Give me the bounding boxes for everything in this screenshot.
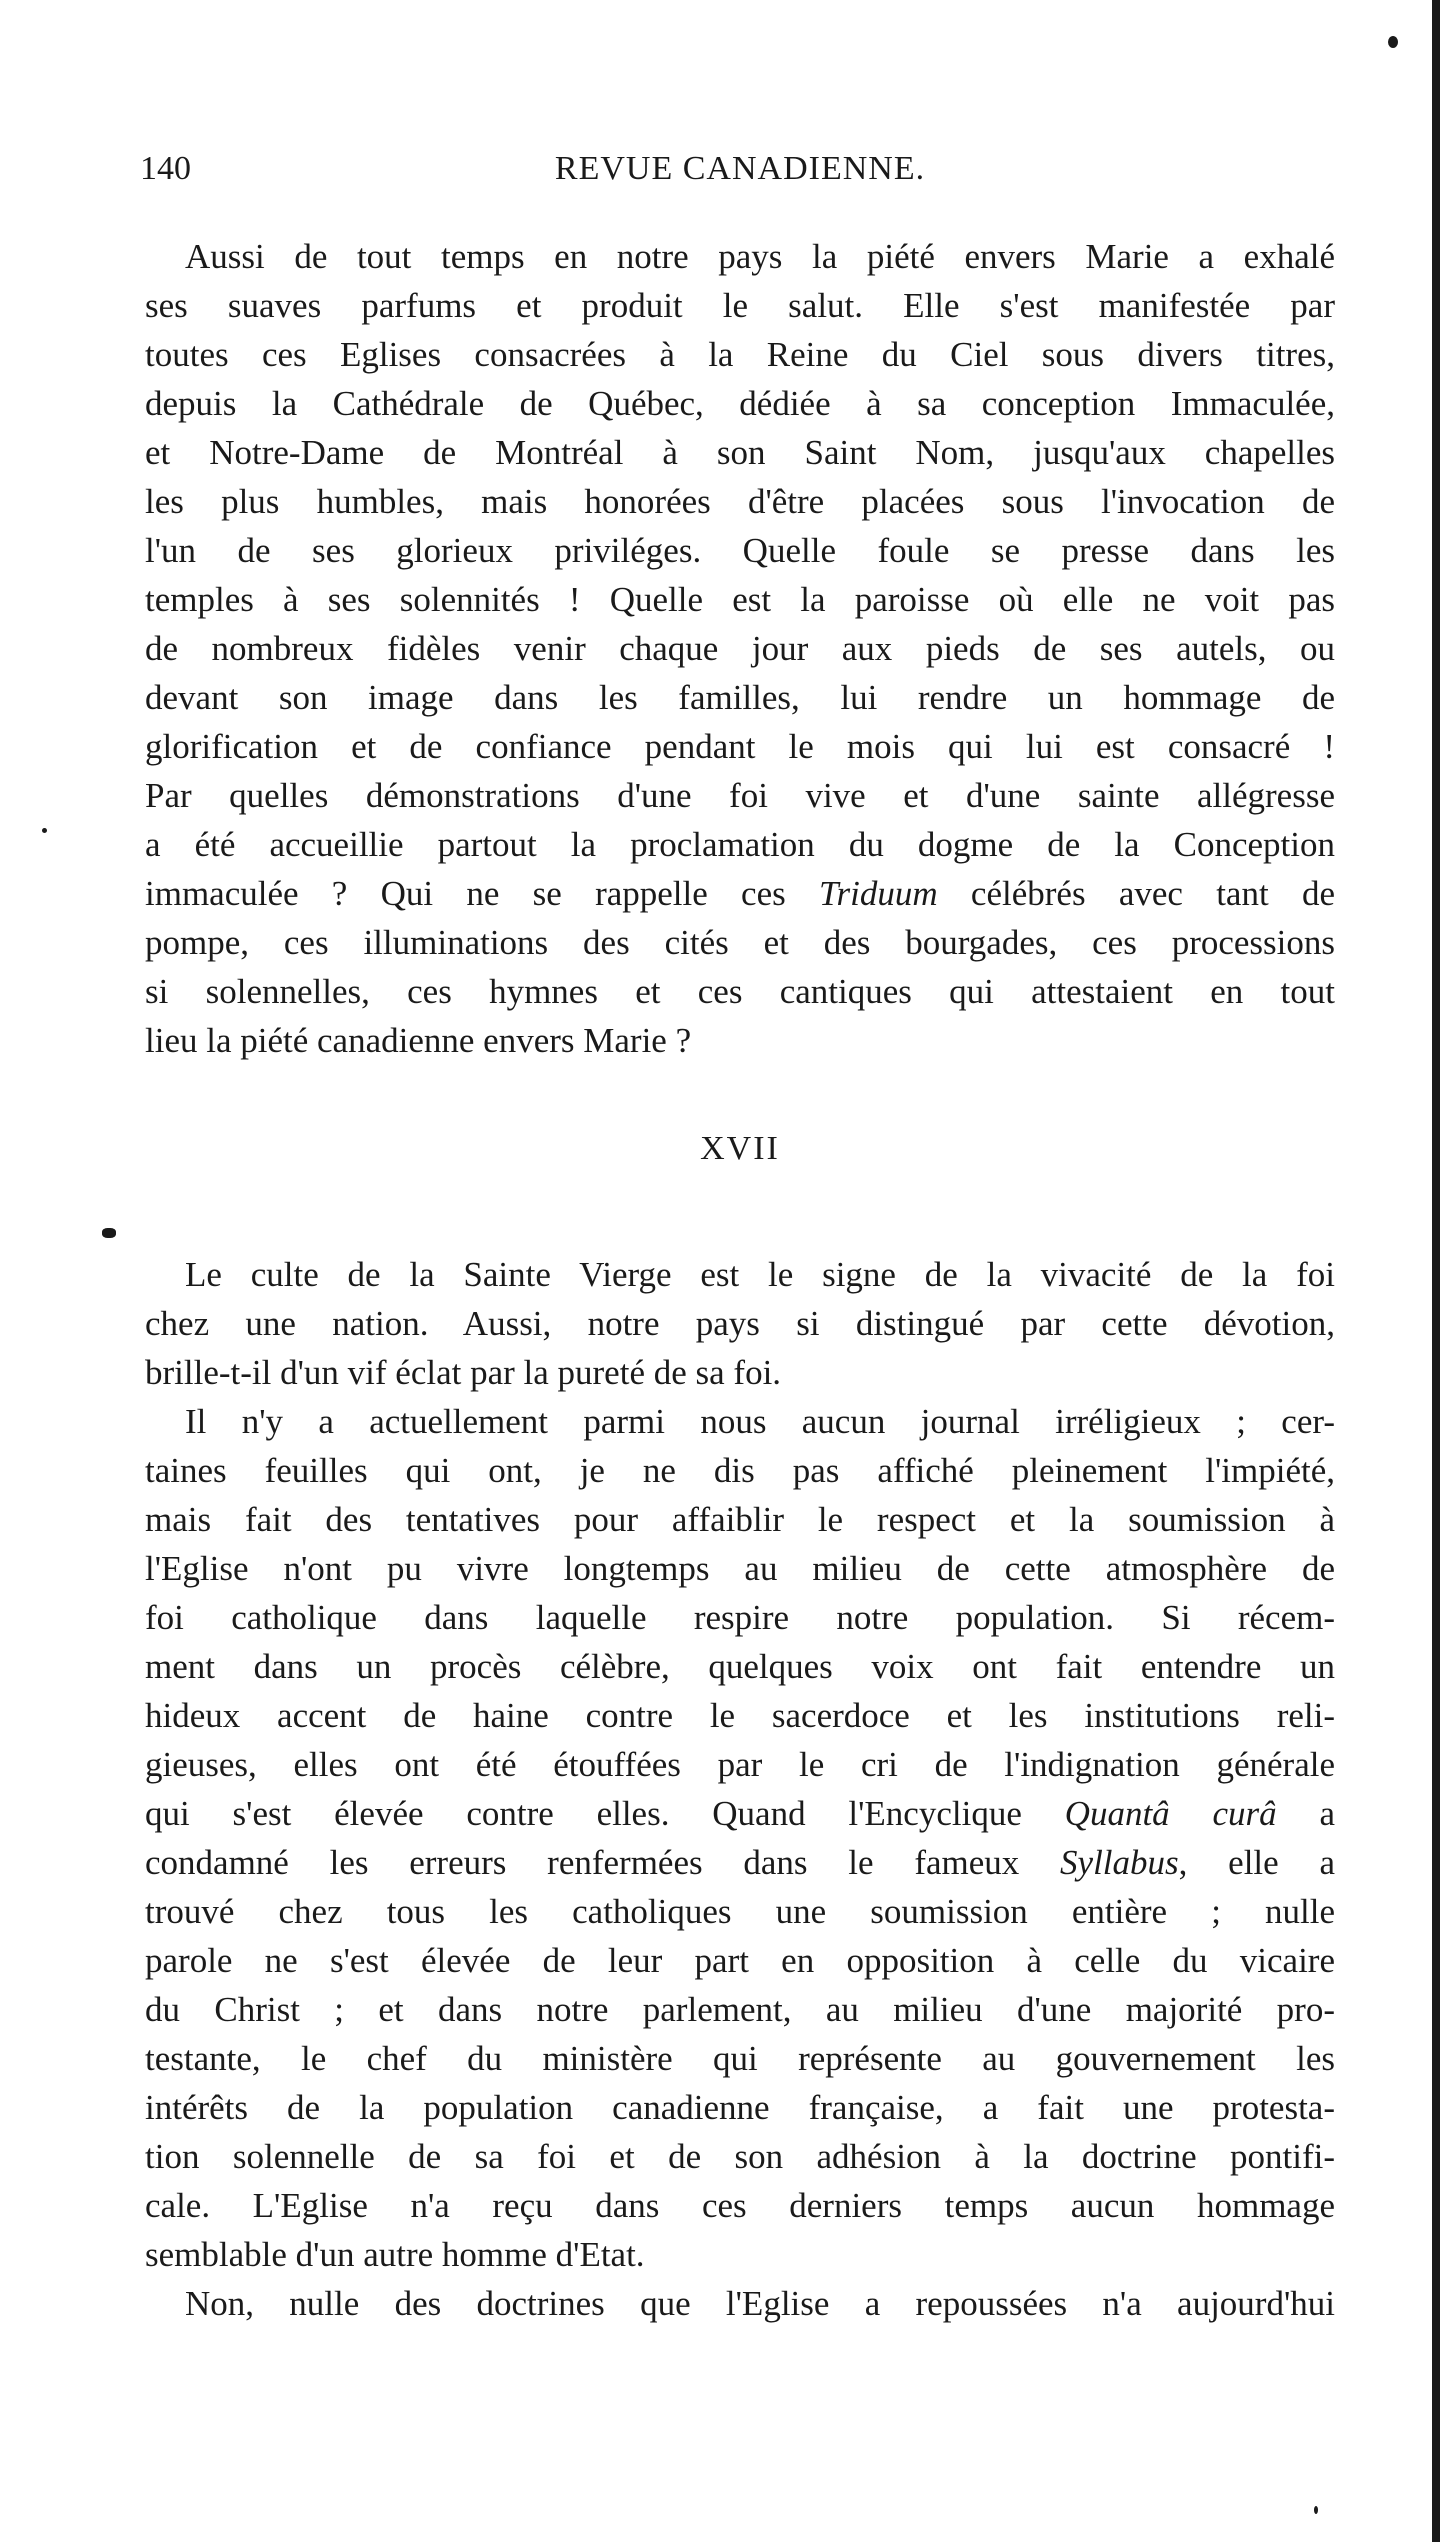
italic-term: Syllabus (1060, 1843, 1179, 1882)
text-line: lieu la piété canadienne envers Marie ? (145, 1021, 692, 1060)
page-number: 140 (140, 150, 191, 187)
text-line (145, 869, 1335, 918)
text-line: intérêts de la population canadienne française, a fait une protesta- (145, 2088, 1335, 2127)
page-header (140, 150, 1340, 210)
text-line: cale. L'Eglise n'a reçu dans ces derniers temps aucun hommage (145, 2186, 1335, 2225)
ink-speck (1388, 36, 1398, 48)
text-line: pompe, ces illuminations des cités et des bourgades, ces processions (145, 923, 1335, 962)
text-line: testante, le chef du ministère qui représente au gouvernement les (145, 2039, 1335, 2078)
paragraph-block (145, 232, 1335, 1065)
text-segment: , elle a (1178, 1843, 1335, 1882)
text-line: devant son image dans les familles, lui rendre un hommage de (145, 678, 1335, 717)
text-segment: a (1276, 1794, 1335, 1833)
ink-speck (42, 828, 47, 833)
text-line: temples à ses solennités ! Quelle est la paroisse où elle ne voit pas (145, 580, 1335, 619)
text-line: Le culte de la Sainte Vierge est le signe de la vivacité de la foi (185, 1255, 1335, 1294)
text-line (145, 1838, 1335, 1887)
text-line: Il n'y a actuellement parmi nous aucun journal irréligieux ; cer- (185, 1402, 1335, 1441)
text-segment: célébrés avec tant de (937, 874, 1335, 913)
text-segment: condamné les erreurs renfermées dans le fameux (145, 1843, 1061, 1882)
italic-term: Quantâ curâ (1064, 1794, 1277, 1833)
text-line: brille-t-il d'un vif éclat par la pureté de sa foi. (145, 1353, 782, 1392)
text-line (145, 1789, 1335, 1838)
text-line: mais fait des tentatives pour affaiblir le respect et la soumission à (145, 1500, 1335, 1539)
text-line: glorification et de confiance pendant le mois qui lui est consacré ! (145, 727, 1335, 766)
text-line: du Christ ; et dans notre parlement, au milieu d'une majorité pro- (145, 1990, 1335, 2029)
ink-speck (102, 1228, 116, 1238)
text-line: l'un de ses glorieux priviléges. Quelle foule se presse dans les (145, 531, 1335, 570)
section-heading: XVII (700, 1130, 780, 1167)
text-line: Aussi de tout temps en notre pays la piété envers Marie a exhalé (185, 237, 1335, 276)
text-line: hideux accent de haine contre le sacerdoce et les institutions reli- (145, 1696, 1335, 1735)
text-line: de nombreux fidèles venir chaque jour aux pieds de ses autels, ou (145, 629, 1335, 668)
text-line: Par quelles démonstrations d'une foi vive et d'une sainte allégresse (145, 776, 1335, 815)
text-segment: qui s'est élevée contre elles. Quand l'Encyclique (145, 1794, 1065, 1833)
text-line: parole ne s'est élevée de leur part en opposition à celle du vicaire (145, 1941, 1335, 1980)
running-title: REVUE CANADIENNE. (554, 150, 926, 187)
italic-term: Triduum (819, 874, 938, 913)
text-line: depuis la Cathédrale de Québec, dédiée à sa conception Immaculée, (145, 384, 1335, 423)
text-line: l'Eglise n'ont pu vivre longtemps au milieu de cette atmosphère de (145, 1549, 1335, 1588)
text-line: chez une nation. Aussi, notre pays si distingué par cette dévotion, (145, 1304, 1335, 1343)
text-line: semblable d'un autre homme d'Etat. (145, 2235, 645, 2274)
text-line: et Notre-Dame de Montréal à son Saint Nom, jusqu'aux chapelles (145, 433, 1335, 472)
text-line: foi catholique dans laquelle respire notre population. Si récem- (145, 1598, 1335, 1637)
text-line: taines feuilles qui ont, je ne dis pas affiché pleinement l'impiété, (145, 1451, 1335, 1490)
text-line: trouvé chez tous les catholiques une soumission entière ; nulle (145, 1892, 1335, 1931)
text-line: si solennelles, ces hymnes et ces cantiques qui attestaient en tout (145, 972, 1335, 1011)
text-line: les plus humbles, mais honorées d'être placées sous l'invocation de (145, 482, 1335, 521)
text-line: a été accueillie partout la proclamation du dogme de la Conception (145, 825, 1335, 864)
page-edge-border (1432, 0, 1440, 2542)
paragraph-block (145, 1250, 1335, 2328)
text-line: ses suaves parfums et produit le salut. Elle s'est manifestée par (145, 286, 1335, 325)
text-line: Non, nulle des doctrines que l'Eglise a repoussées n'a aujourd'hui (185, 2284, 1335, 2323)
text-line: gieuses, elles ont été étouffées par le cri de l'indignation générale (145, 1745, 1335, 1784)
ink-speck (1314, 2506, 1318, 2514)
text-line: ment dans un procès célèbre, quelques voix ont fait entendre un (145, 1647, 1335, 1686)
text-segment: immaculée ? Qui ne se rappelle ces (145, 874, 820, 913)
text-line: tion solennelle de sa foi et de son adhésion à la doctrine pontifi- (145, 2137, 1335, 2176)
text-line: toutes ces Eglises consacrées à la Reine du Ciel sous divers titres, (145, 335, 1335, 374)
